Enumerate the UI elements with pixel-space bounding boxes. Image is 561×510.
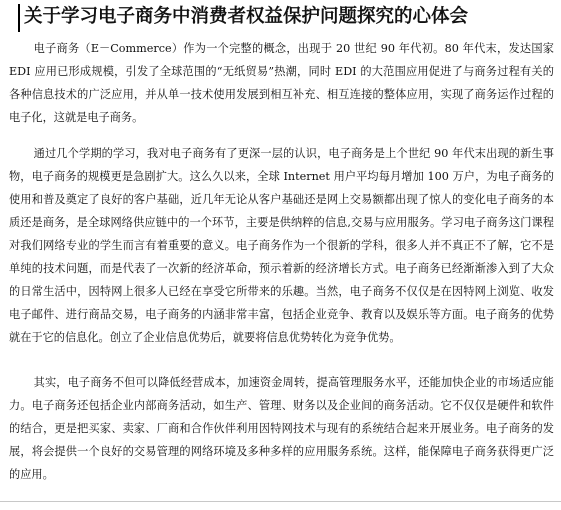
document-title: 关于学习电子商务中消费者权益保护问题探究的心体会	[24, 6, 469, 27]
title-left-rule	[18, 4, 20, 32]
bottom-divider	[0, 501, 561, 502]
paragraph-benefits: 其实，电子商务不但可以降低经营成本，加速资金周转，提高管理服务水平，还能加快企业的市场适应能力。电子商务还包括企业内部商务活动，如生产、管理、财务以及企业间的商务活动。它不仅仅是硬件和软件的结合，更是把买家、卖家、厂商和合作伙伴利用因特网技术与现有的系统结合起来开展业务。电子商务的发展，将会提供一个良好的交易管理的网络环境及多种多样的应用服务系统。这样，能保障电子商务获得更广泛的应用。	[9, 376, 554, 481]
paragraph-learning: 通过几个学期的学习，我对电子商务有了更深一层的认识，电子商务是上个世纪 90 年代末出现的新生事物，电子商务的规模更是急剧扩大。这么久以来，全球 Internet 用户平均每月增加 100 万户，为电子商务的使用和普及奠定了良好的客户基础，近几年无论从客户基础还是网上交易额都出现了惊人的变化电子商务的本质还是商务，是全球网络供应链中的一个环节，主要是供纳粹的信息,交易与应用服务。学习电子商务这门课程对我们网络专业的学生而言有着重要的意义。电子商务作为一个很新的学科，很多人并不真正不了解，它不是单纯的技术问题，而是代表了一次新的经济革命，预示着新的经济增长方式。电子商务已经渐渐渗入到了大众的日常生活中，因特网上很多人已经在享受它所带来的乐趣。当然，电子商务不仅仅是在因特网上浏览、收发电子邮件、进行商品交易，电子商务的内涵非常丰富，包括企业竞争、教育以及娱乐等方面。电子商务的优势就在于它的信息化。创立了企业信息优势后，就要将信息优势转化为竞争优势。	[9, 147, 554, 344]
paragraph-intro: 电子商务（E－Commerce）作为一个完整的概念，出现于 20 世纪 90 年代初。80 年代末，发达国家 EDI 应用已形成规模，引发了全球范围的“无纸贸易”热潮，同时 EDI 的大范围应用促进了与商务过程有关的各种信息技术的广泛应用，并从单一技术使用发展到相互补充、相互连接的整体应用，实现了商务运作过程的电子化，这就是电子商务。	[9, 42, 554, 124]
